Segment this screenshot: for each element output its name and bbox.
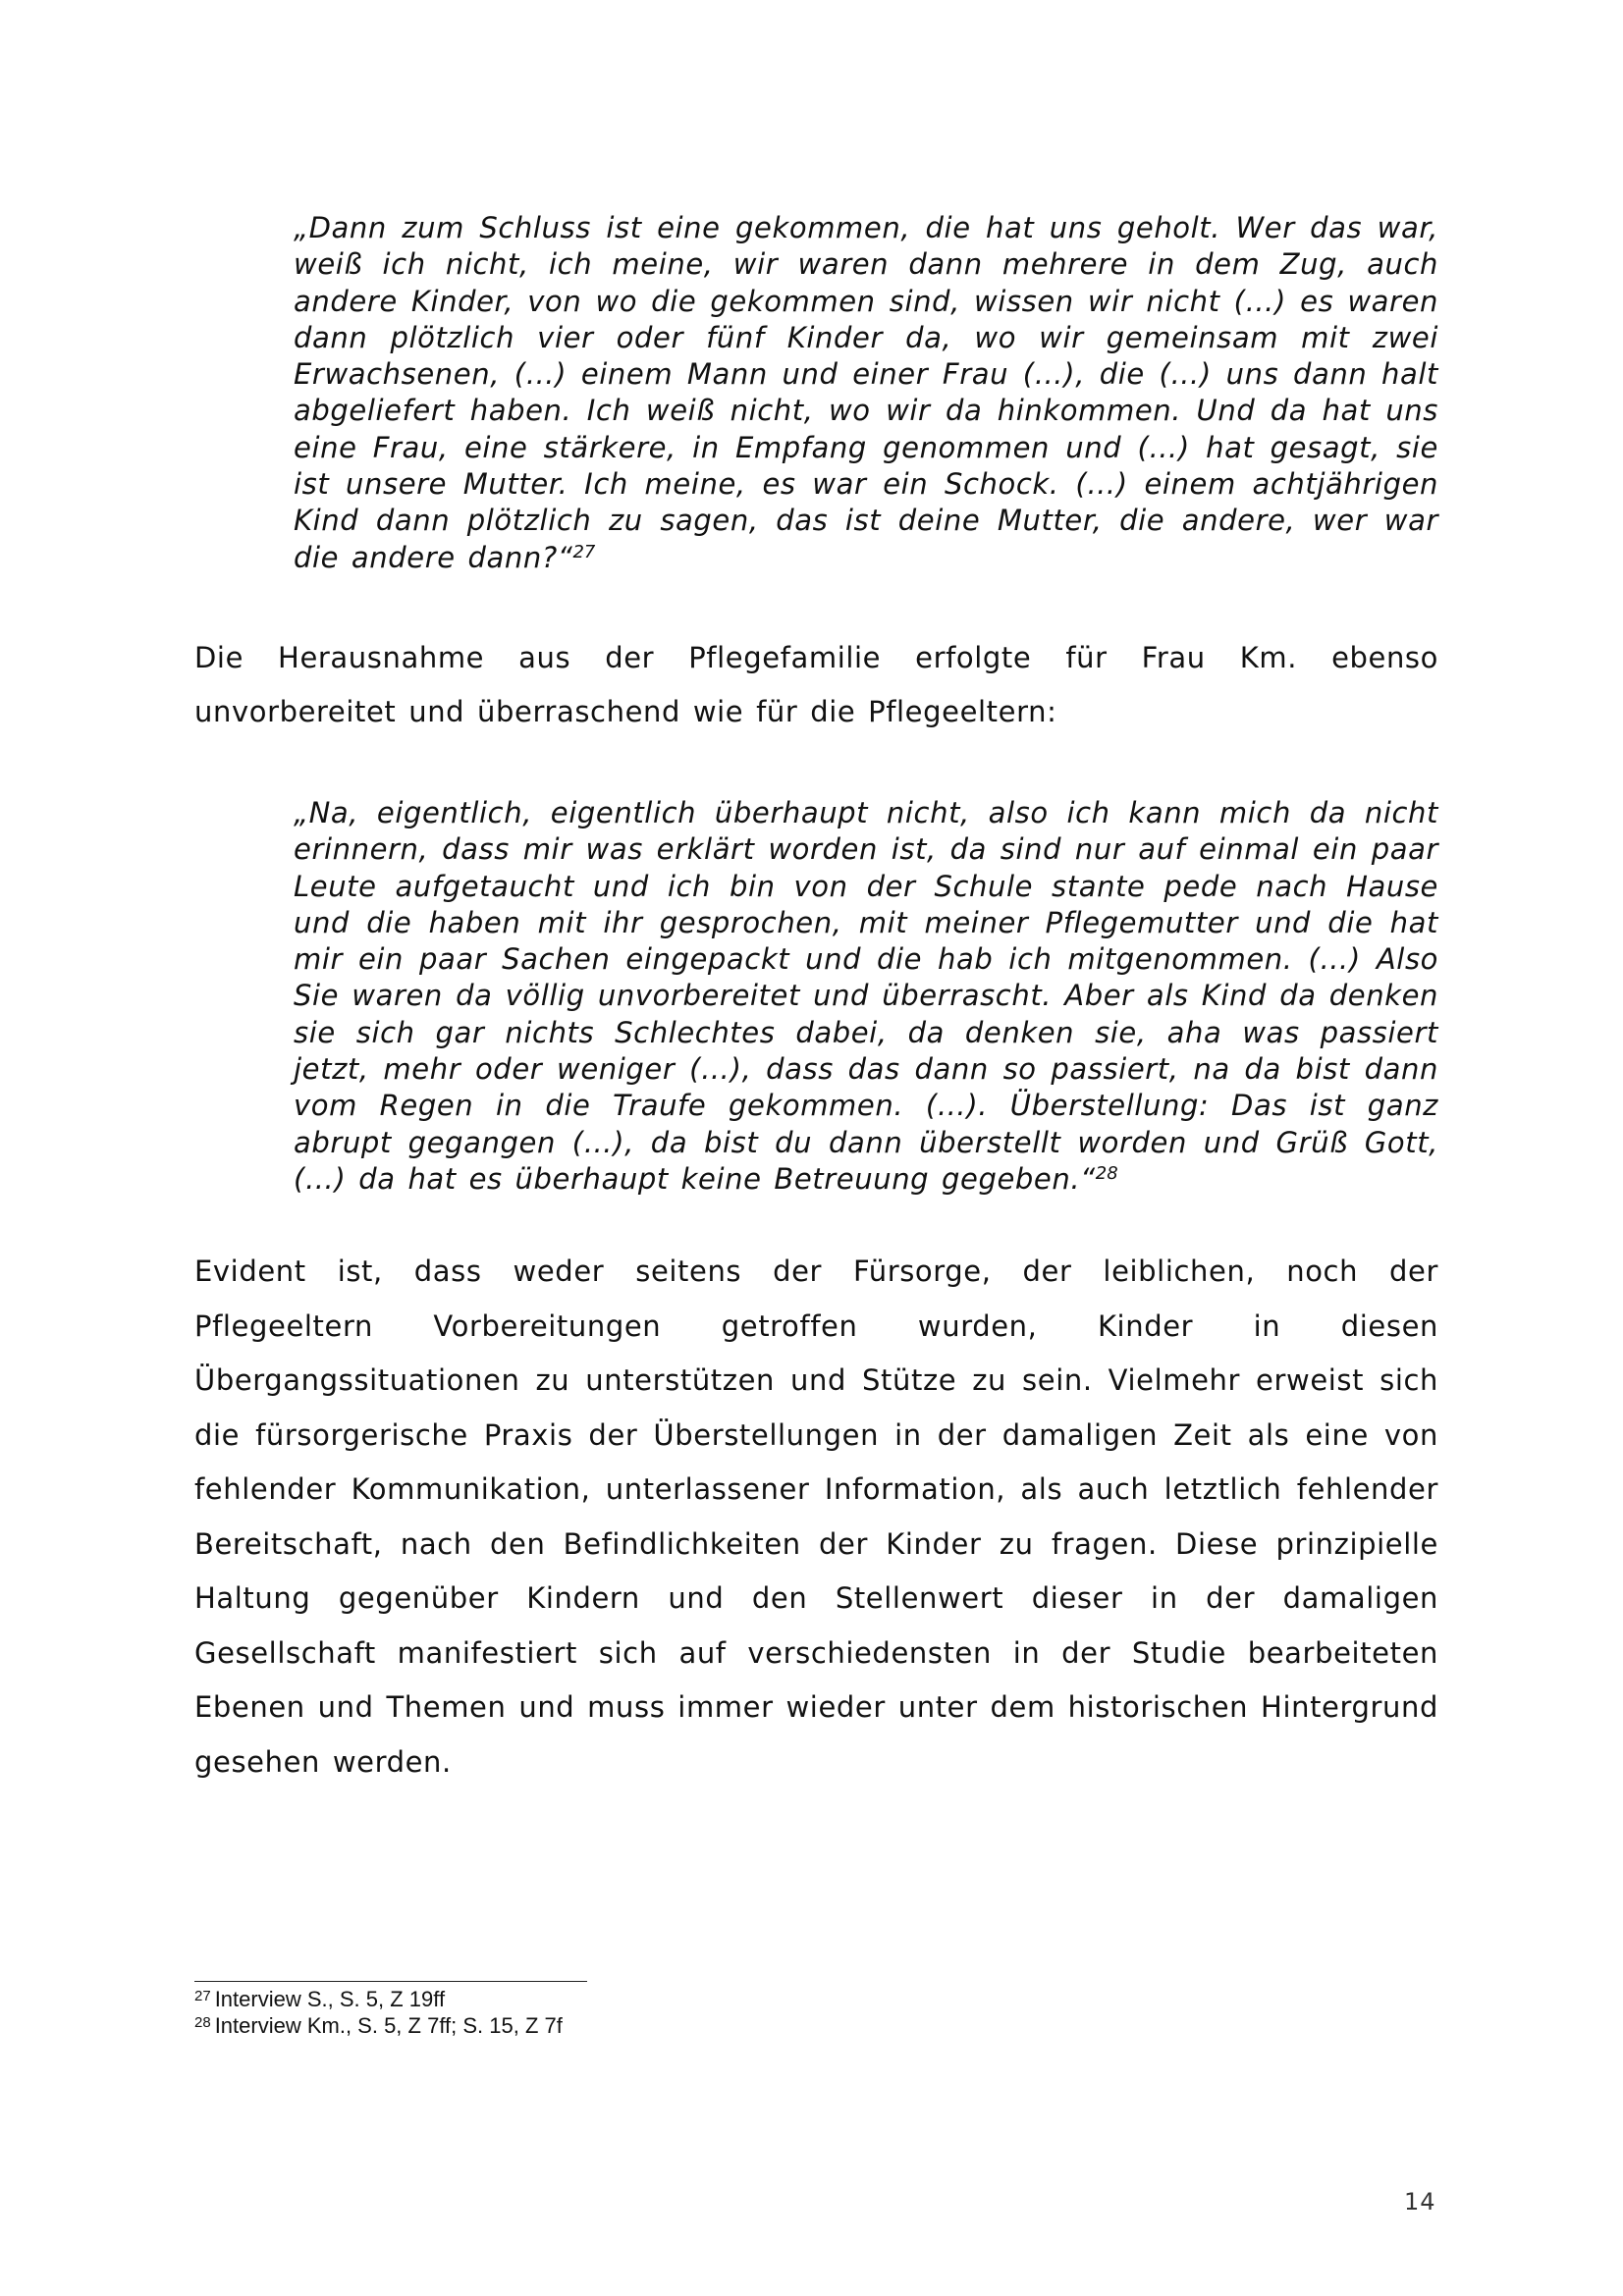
footnote-27 bbox=[194, 1986, 563, 2012]
footnote-separator bbox=[194, 1981, 587, 1982]
body-paragraph-2: Evident ist, dass weder seitens der Fürsorge, der leiblichen, noch der Pflegeeltern Vorbereitungen getroffen wurden, Kinder in diesen Übergangssituationen zu unterstützen und Stütze zu sein. Vielmehr erweist sich die fürsorgerische Praxis der Überstellungen in der damaligen Zeit als eine von fehlender Kommunikation, unterlassener Information, als auch letztlich fehlender Bereitschaft, nach den Befindlichkeiten der Kinder zu fragen. Diese prinzipielle Haltung gegenüber Kindern und den Stellenwert dieser in der damaligen Gesellschaft manifestiert sich auf verschiedensten in der Studie bearbeiteten Ebenen und Themen und muss immer wieder unter dem historischen Hintergrund gesehen werden. bbox=[194, 1255, 1438, 1779]
page-number: 14 bbox=[1404, 2188, 1436, 2216]
footnote-reference-27[interactable]: 27 bbox=[572, 541, 596, 562]
footnote-text: Interview S., S. 5, Z 19ff bbox=[214, 1987, 446, 2011]
footnote-text: Interview Km., S. 5, Z 7ff; S. 15, Z 7f bbox=[214, 2013, 563, 2038]
block-quote-2 bbox=[294, 795, 1438, 1198]
footnote-reference-28[interactable]: 28 bbox=[1095, 1162, 1118, 1184]
body-paragraph-1: Die Herausnahme aus der Pflegefamilie erfolgte für Frau Km. ebenso unvorbereitet und überraschend wie für die Pflegeeltern: bbox=[194, 641, 1438, 728]
block-quote-1-text: „Dann zum Schluss ist eine gekommen, die hat uns geholt. Wer das war, weiß ich nicht, ich meine, wir waren dann mehrere in dem Zug, auch andere Kinder, von wo die gekommen sind, wissen wir nicht (…) es waren dann plötzlich vier oder fünf Kinder da, wo wir gemeinsam mit zwei Erwachsenen, (…) einem Mann und einer Frau (…), die (…) uns dann halt abgeliefert haben. Ich weiß nicht, wo wir da hinkommen. Und da hat uns eine Frau, eine stärkere, in Empfang genommen und (…) hat gesagt, sie ist unsere Mutter. Ich meine, es war ein Schock. (…) einem achtjährigen Kind dann plötzlich zu sagen, das ist deine Mutter, die andere, wer war die andere dann?“ bbox=[294, 211, 1438, 574]
footnote-number: 27 bbox=[194, 1988, 211, 2004]
footnotes bbox=[194, 1986, 563, 2039]
block-quote-1 bbox=[294, 210, 1438, 576]
block-quote-2-text: „Na, eigentlich, eigentlich überhaupt nicht, also ich kann mich da nicht erinnern, dass mir was erklärt worden ist, da sind nur auf einmal ein paar Leute aufgetaucht und ich bin von der Schule stante pede nach Hause und die haben mit ihr gesprochen, mit meiner Pflegemutter und die hat mir ein paar Sachen eingepackt und die hab ich mitgenommen. (…) Also Sie waren da völlig unvorbereitet und überrascht. Aber als Kind da denken sie sich gar nichts Schlechtes dabei, da denken sie, aha was passiert jetzt, mehr oder weniger (…), dass das dann so passiert, na da bist dann vom Regen in die Traufe gekommen. (…). Überstellung: Das ist ganz abrupt gegangen (…), da bist du dann überstellt worden und Grüß Gott, (…) da hat es überhaupt keine Betreuung gegeben.“ bbox=[294, 796, 1438, 1196]
footnote-number: 28 bbox=[194, 2014, 211, 2031]
footnote-28 bbox=[194, 2012, 563, 2039]
